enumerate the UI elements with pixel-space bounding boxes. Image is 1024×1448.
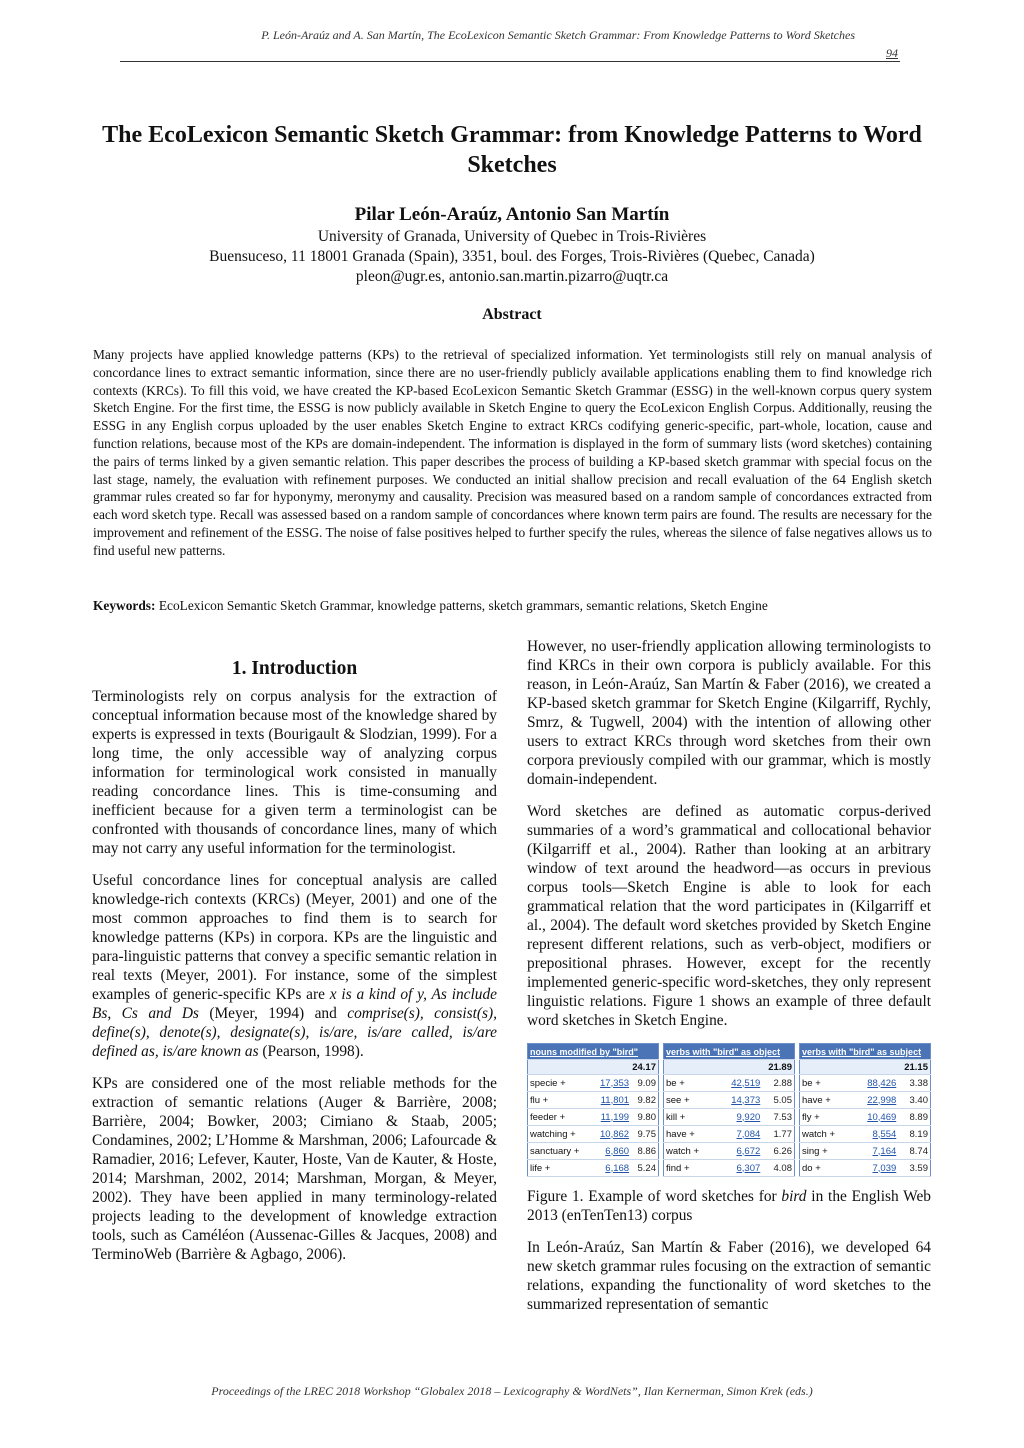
ws-freq-link[interactable]: 6,860: [592, 1143, 631, 1160]
ws-row: specie + 17,353 9.09: [528, 1075, 659, 1092]
ws-row: be + 42,519 2.88: [664, 1075, 795, 1092]
address: Buensuceso, 11 18001 Granada (Spain), 3351, boul. des Forges, Trois-Rivières (Quebec, Canada): [209, 248, 815, 265]
ws-freq-link[interactable]: 14,373: [716, 1092, 762, 1109]
ws-row: life + 6,168 5.24: [528, 1160, 659, 1177]
page-number: 94: [886, 46, 898, 60]
ws-row: watch + 8,554 8.19: [800, 1126, 931, 1143]
ws-freq-link[interactable]: 7,039: [852, 1160, 898, 1177]
ws-row: feeder + 11,199 9.80: [528, 1109, 659, 1126]
running-head: P. León-Araúz and A. San Martín, The EcoLexicon Semantic Sketch Grammar: From Knowledge Patterns to Word Sketches: [261, 28, 855, 42]
header-rule: [120, 61, 900, 62]
word-sketch-table: [663, 1043, 795, 1177]
paragraph: Useful concordance lines for conceptual analysis are called knowledge-rich contexts (KRCs) (Meyer, 2001) and one of the most common approaches to find them is to search for knowledge patterns (KPs) in corpora. KPs are the linguistic and para-linguistic patterns that convey a specific semantic relation in real texts (Meyer, 2001). For instance, some of the simplest examples of generic-specific KPs are x is a kind of y, As include Bs, Cs and Ds (Meyer, 1994) and comprise(s), consist(s), define(s), denote(s), designate(s), is/are, is/are called, is/are defined as, is/are known as (Pearson, 1998).: [92, 872, 498, 1060]
ws-freq-link[interactable]: 88,426: [852, 1075, 898, 1092]
paragraph: However, no user-friendly application allowing terminologists to find KRCs in their own corpora is publicly available. For this reason, in León-Araúz, San Martín & Faber (2016), we created a KP-based sketch grammar for Sketch Engine (Kilgarriff, Rychly, Smrz, & Tugwell, 2004) with the intention of allowing other users to extract KRCs through word sketches from their own corpora previously compiled with our grammar, which is mostly domain-independent.: [527, 638, 931, 788]
ws-freq-link[interactable]: 10,862: [592, 1126, 631, 1143]
ws-row: flu + 11,801 9.82: [528, 1092, 659, 1109]
figure-1-word-sketches: [527, 1043, 931, 1177]
ws-row: sanctuary + 6,860 8.86: [528, 1143, 659, 1160]
ws-header[interactable]: nouns modified by "bird": [528, 1044, 659, 1060]
word-sketch-table: [799, 1043, 931, 1177]
abstract-text: Many projects have applied knowledge patterns (KPs) to the retrieval of specialized information. Yet terminologists still rely on manual analysis of concordance lines to extract semantic information, since there are no user-friendly publicly available applications enabling them to find knowledge rich contexts (KRCs). To fill this void, we have created the KP-based EcoLexicon Semantic Sketch Grammar (ESSG) in the well-known corpus query system Sketch Engine. For the first time, the ESSG is now publicly available in Sketch Engine to query the EcoLexicon English Corpus. Additionally, reusing the ESSG in any English corpus uploaded by the user enables Sketch Engine to extract KRCs codifying generic-specific, part-whole, location, cause and function relations, because most of the KPs are domain-independent. The information is displayed in the form of summary lists (word sketches) containing the pairs of terms linked by a given semantic relation. This paper describes the process of building a KP-based sketch grammar with special focus on the last stage, namely, the evaluation with refinement purposes. We conducted an initial shallow precision and recall evaluation of the 64 English sketch grammar rules created so far for hyponymy, meronymy and causality. Precision was measured based on a random sample of concordances extracted from each word sketch type. Recall was assessed based on a random sample of concordances where known term pairs are found. The results are necessary for the improvement and refinement of the ESSG. The noise of false positives helped to further specify the rules, whereas the silence of false negatives allows us to find useful new patterns.: [93, 347, 932, 558]
keywords-text: EcoLexicon Semantic Sketch Grammar, knowledge patterns, sketch grammars, semantic relations, Sketch Engine: [158, 598, 768, 613]
ws-freq-link[interactable]: 22,998: [852, 1092, 898, 1109]
ws-row: watch + 6,672 6.26: [664, 1143, 795, 1160]
paragraph: In León-Araúz, San Martín & Faber (2016), we developed 64 new sketch grammar rules focusing on the extraction of semantic relations, expanding the functionality of word sketches to the summarized representation of semantic: [527, 1239, 931, 1313]
left-column: [92, 655, 497, 1277]
ws-freq-link[interactable]: 11,801: [592, 1092, 631, 1109]
ws-freq-link[interactable]: 9,920: [716, 1109, 762, 1126]
keywords-label: Keywords:: [93, 598, 156, 613]
ws-freq-link[interactable]: 7,164: [852, 1143, 898, 1160]
ws-row: find + 6,307 4.08: [664, 1160, 795, 1177]
abstract-heading: Abstract: [482, 306, 542, 323]
ws-header[interactable]: verbs with "bird" as subject: [800, 1044, 931, 1060]
keywords: [93, 597, 932, 615]
ws-row: fly + 10,469 8.89: [800, 1109, 931, 1126]
ws-freq-link[interactable]: 6,168: [592, 1160, 631, 1177]
section-heading: 1. Introduction: [231, 658, 358, 679]
ws-header[interactable]: verbs with "bird" as object: [664, 1044, 795, 1060]
word-sketch-table: [527, 1043, 659, 1177]
ws-freq-link[interactable]: 6,307: [716, 1160, 762, 1177]
ws-freq-link[interactable]: 10,469: [852, 1109, 898, 1126]
ws-total: 21.15: [800, 1060, 931, 1075]
ws-row: kill + 9,920 7.53: [664, 1109, 795, 1126]
affiliation: University of Granada, University of Quebec in Trois-Rivières: [317, 228, 707, 245]
ws-freq-link[interactable]: 17,353: [592, 1075, 631, 1092]
paragraph: Terminologists rely on corpus analysis for the extraction of conceptual information because most of the knowledge shared by experts is expressed in texts (Bourigault & Slodzian, 1999). For a long time, the only accessible way of analyzing corpus information for terminological work consisted in manually reading concordance lines. This is time-consuming and inefficient because for a given term a terminologist can be confronted with thousands of concordance lines, many of which may not carry any useful information for the terminologist.: [92, 688, 497, 857]
ws-total: 24.17: [528, 1060, 659, 1075]
ws-freq-link[interactable]: 11,199: [592, 1109, 631, 1126]
emails: pleon@ugr.es, antonio.san.martin.pizarro@uqtr.ca: [355, 268, 669, 285]
ws-freq-link[interactable]: 42,519: [716, 1075, 762, 1092]
ws-freq-link[interactable]: 7,084: [716, 1126, 762, 1143]
ws-row: have + 7,084 1.77: [664, 1126, 795, 1143]
ws-row: do + 7,039 3.59: [800, 1160, 931, 1177]
ws-row: see + 14,373 5.05: [664, 1092, 795, 1109]
page-footer: Proceedings of the LREC 2018 Workshop “Globalex 2018 – Lexicography & WordNets”, Ilan Kernerman, Simon Krek (eds.): [211, 1384, 813, 1398]
ws-freq-link[interactable]: 6,672: [716, 1143, 762, 1160]
ws-total: 21.89: [664, 1060, 795, 1075]
ws-row: have + 22,998 3.40: [800, 1092, 931, 1109]
ws-freq-link[interactable]: 8,554: [852, 1126, 898, 1143]
paragraph: KPs are considered one of the most reliable methods for the extraction of semantic relations (Auger & Barrière, 2008; Barrière, 2004; Bowker, 2003; Cimiano & Staab, 2005; Condamines, 2002; L’Homme & Marshman, 2006; Lafourcade & Ramadier, 2016; Lefever, Kauter, Hoste, Van de Kauter, & Hoste, 2014; Marshman, 2002, 2014; Marshman, Morgan, & Meyer, 2002). They have been applied in many terminology-related projects leading to the development of knowledge extraction tools, such as Caméléon (Aussenac-Gilles & Jacques, 2008) and TerminoWeb (Barrière & Agbago, 2006).: [92, 1075, 497, 1263]
right-column: [527, 637, 931, 1327]
authors: Pilar León-Araúz, Antonio San Martín: [354, 204, 670, 225]
ws-row: watching + 10,862 9.75: [528, 1126, 659, 1143]
ws-row: be + 88,426 3.38: [800, 1075, 931, 1092]
ws-row: sing + 7,164 8.74: [800, 1143, 931, 1160]
paragraph: Word sketches are defined as automatic corpus-derived summaries of a word’s grammatical and collocational behavior (Kilgarriff et al., 2004). Rather than looking at an arbitrary window of text around the headword—as occurs in previous corpus tools—Sketch Engine is able to look for each grammatical relation that the word participates in (Kilgarriff et al., 2004). The default word sketches provided by Sketch Engine represent different relations, such as verb-object, modifiers or prepositional phrases. However, except for the recently implemented generic-specific word-sketches, they only represent linguistic relations. Figure 1 shows an example of three default word sketches in Sketch Engine.: [527, 803, 931, 1029]
paper-title: The EcoLexicon Semantic Sketch Grammar: from Knowledge Patterns to Word Sketches: [102, 122, 922, 178]
figure-caption: Figure 1. Example of word sketches for bird in the English Web 2013 (enTenTen13) corpus: [527, 1188, 931, 1224]
